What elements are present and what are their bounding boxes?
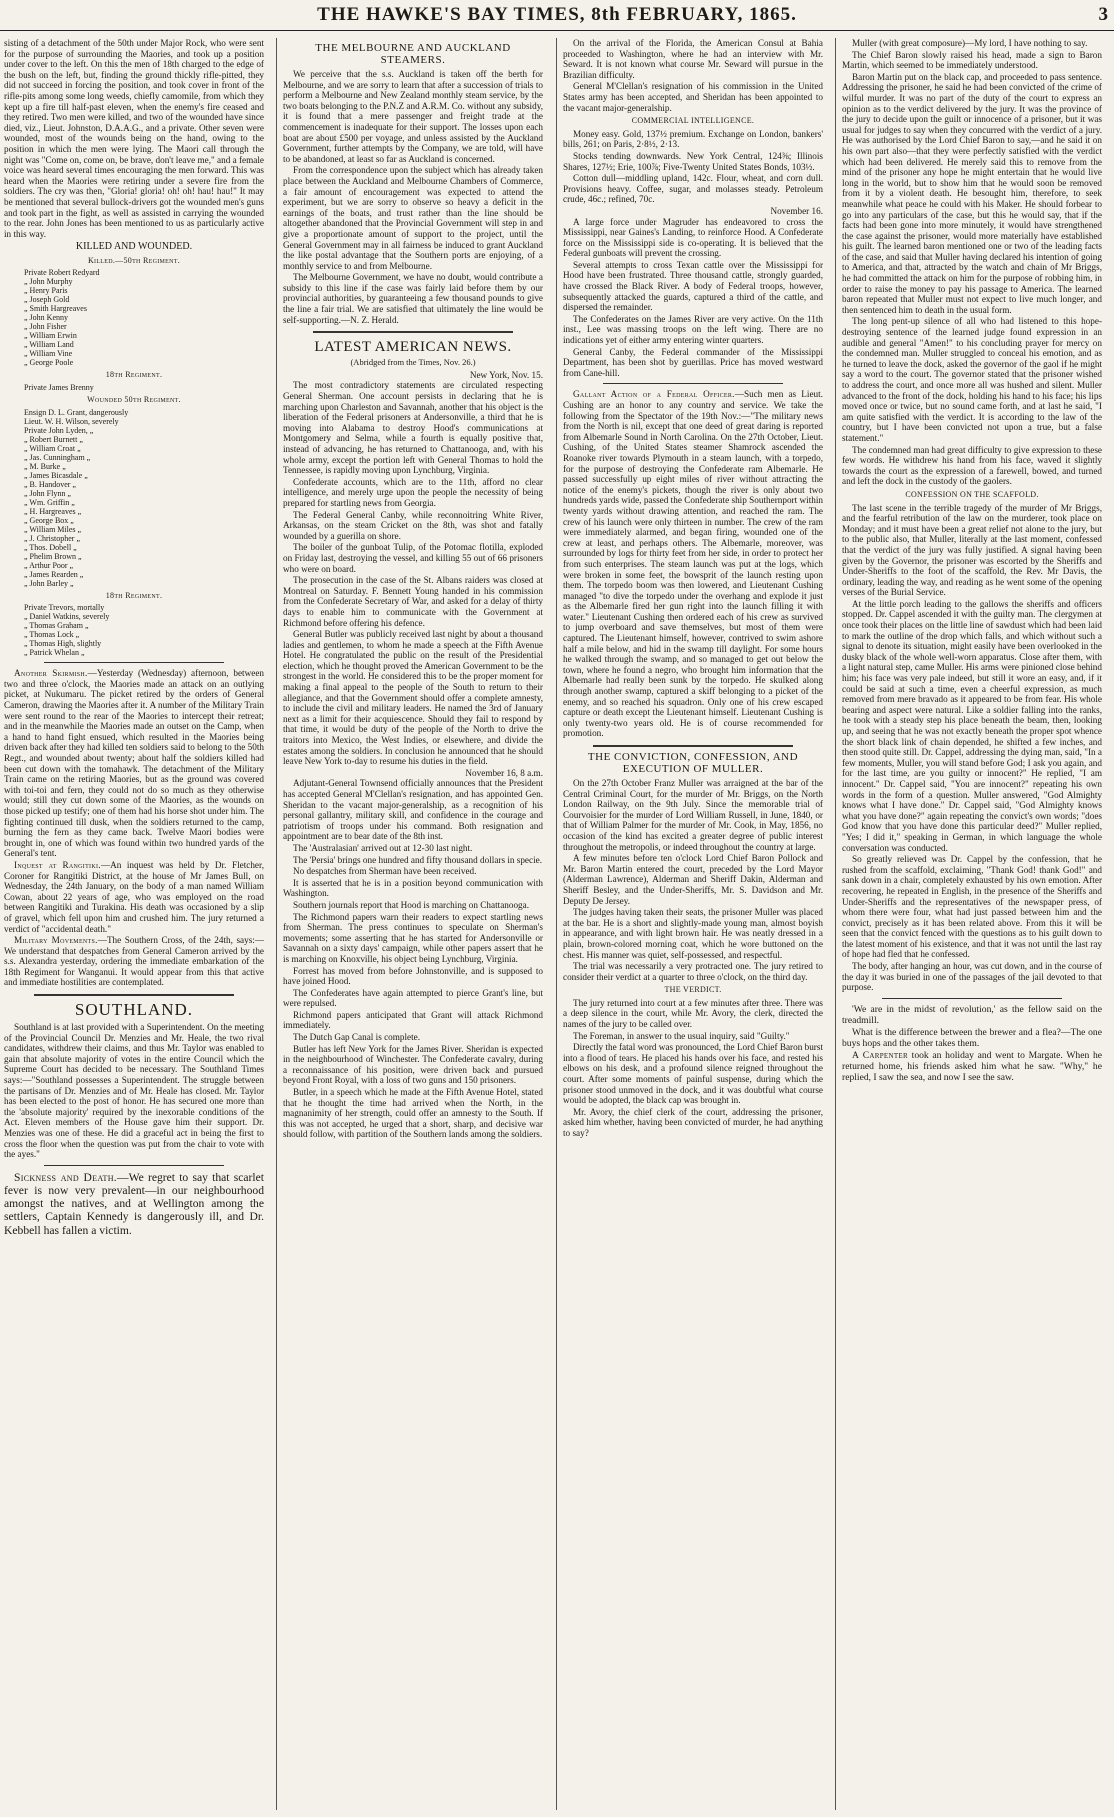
paragraph: We perceive that the s.s. Auckland is taken off the berth for Melbourne, and we are sorry to learn that after a succession of trials to perform a Melbourne and New Zealand monthly steam service, by the two boats belonging to the P.N.Z and A.R.M. Co. without any subsidy, it is found that a mere passenger and freight trade at the commencement is inadequate for their support. The losses upon each boat are about £500 per voyage, and unless assisted by the Auckland Government, further attempts by the Company, we are told, will have to be abandoned, at least so far as Auckland is concerned. bbox=[283, 69, 543, 164]
paragraph: General Butler was publicly received last night by about a thousand ladies and gentlemen, to whom he made a speech at the Fifth Avenue Hotel. He congratulated the public on the result of the Presidential election, which he thought proved the American Government to be the strongest in the world. He considered this to be the proper moment for making a final appeal to the people of the South to return to their allegiance, and that the Government should offer a complete amnesty, to include the civil and military leaders. He named the 3rd of January next as a limit for their acquiescence. Should they fail to respond by that time, it would be duty of the people of the North to drive the traitors into Mexico, the West Indies, or elsewhere, and divide the estates among the soldiers. In conclusion he announced that he should leave New York to-day to resume his duties in the field. bbox=[283, 629, 543, 767]
divider bbox=[593, 745, 793, 747]
paragraph-gallant bbox=[563, 389, 823, 739]
list-item: „ George Poole bbox=[24, 358, 74, 368]
paragraph: Directly the fatal word was pronounced, the Lord Chief Baron burst into a flood of tears. He placed his hands over his face, and rested his elbows on his desk, and a profound silence reigned throughout the court. After some moments of painful suspense, during which the prisoner stood unmoved in the dock, and it was doubtful what course would be adopted, the black cap was brought in. bbox=[563, 1042, 823, 1106]
news-paragraphs bbox=[563, 217, 823, 379]
list-item: „ James Rearden „ bbox=[24, 569, 84, 579]
quip: 'We are in the midst of revolution,' as the fellow said on the treadmill. bbox=[842, 1003, 1102, 1026]
body-text: —Such men as Lieut. Cushing are an honor to any country and service. We take the following from the Spectator of the 19th Nov.:—"The military news from the North is nil, except that one deed of great daring is reported from Albemarle Sound in North Carolina. On the 27th October, Lieut. Cushing, of the United States steamer Shamrock ascended the Roanoke river towards Plymouth in a steam launch, with a torpedo, for the purpose of destroying the Confederate ram Albemarle. He passed successfully up eight miles of river without attracting the notice of the enemy's pickets, though the river is only about two hundreds yards wide, passed the Confederate ship Southernport within twenty yards without drawing attention, and reached the ram. The crew of his launch were only thirteen in number. The crew of the ram were immediately alarmed, and began firing, wounded one of the crew at least, and perhaps others. The Albemarle, moreover, was surrounded by logs for thirty feet from her side, in order to protect her from such enterprises. The steam launch was put at the logs, which were broken in some feet, the bowsprit of the launch resting upon them. The torpedo boom was then lowered, and Lieutenant Cushing managed "to dive the torpedo under the overhang and explode it just as the Albemarle fired her gun right into the launch filling it with water." Lieutenant Cushing then ordered each of his crew as survived to jump overboard and save themselves, but most of them were captured. The Lieutenant himself, however, contrived to swim ashore half a mile below, and hid in the swamp till daylight. For some hours he walked through the swamp, and so managed to get out below the town, where he found a negro, who brought him information that the Albemarle had really been sunk by the torpedo. He skulked along through another swamp, captured a skiff belonging to a picket of the enemy, and so reached his squadron. Only one of his crew escaped capture or death except the Lieutenant himself. Lieutenant Cushing is only twenty-two years old. He is of course recommended for promotion. bbox=[563, 389, 823, 739]
divider bbox=[313, 331, 513, 333]
list-killed-50th bbox=[24, 268, 264, 367]
paragraph-southland: Southland is at last provided with a Superintendent. On the meeting of the Provincial Council Dr. Menzies and Mr. Heale, the two rival candidates, withdrew their claims, and thus Mr. Taylor was enabled to gain that absolute majority of votes in the entire Council which the Supreme Court has decided to be necessary. The Southland Times says:—"Southland possesses a Superintendent. The struggle between the partisans of Dr. Menzies and of Mr. Heale has closed. Mr. Taylor has been elected to the post of honor. He has secured one more than the 'absolute majority' required by the inexorable conditions of the Act. Eleven members of the House gave him their support. Dr. Menzies was one of these. He did a graceful act in being the first to cross the floor when the question was put from the chair to vote with the ayes." bbox=[4, 1022, 264, 1160]
list-item: „ M. Burke „ bbox=[24, 461, 66, 471]
column-rule bbox=[556, 38, 557, 1810]
article-continuation: sisting of a detachment of the 50th under Major Rock, who were sent for the purpose of surrounding the Maories, and took up a position under cover to the left. On this the men of 18th charged to the edge of the bush on the left, but, finding the ground thickly rifle-pitted, they did not succeed in forcing the position, and took cover in front of the rifle-pits among some long weeds, chiefly camomile, from which they kept up a fire till half-past eleven, when the enemy's fire ceased and they retired. Two men were killed, and two of the wounded have since died, viz., Lieut. Johnston, D.A.A.G., and a private. Other seven were wounded, most of the wounds being on the hand, owing to the position in which the men were lying. The Maori call through the night was "Come on, come on, be brave, don't leave me," and a female voice was heard several times encouraging the men forward. This was heard when the Maories were retiring under a severe fire from the soldiers. The cry was then, "Gloria! gloria! oh! oh! hau! hau!" It may be mentioned that several bullock-drivers got the wounded men's guns and took part in the fight, as well as assisted in carrying the wounded to the rear. John Jones has been mentioned to us as particularly active in this way. bbox=[4, 38, 264, 239]
paragraph: Confederate accounts, which are to the 11th, afford no clear intelligence, and merely urge upon the people the necessity of being prepared for startling news from Georgia. bbox=[283, 476, 543, 508]
subheading-18th: 18th Regiment. bbox=[105, 370, 163, 380]
news-paragraphs bbox=[283, 380, 543, 766]
paragraph: The 'Persia' brings one hundred and fifty thousand dollars in specie. bbox=[293, 854, 543, 865]
lead-in: Inquest at Rangitiki. bbox=[14, 859, 101, 870]
paragraph-carpenter bbox=[842, 1050, 1102, 1083]
body-text: —An inquest was held by Dr. Fletcher, Coroner for Rangitiki District, at the house of Mr James Bull, on Wednesday, the 24th January, on the body of a man named William Cowan, about 22 years of age, who was employed on the road between Rangitiki and Turakina. His death was occasioned by a slip of gravel, which fell upon him and crushed him. The jury returned a verdict of "accidental death." bbox=[4, 859, 264, 934]
paragraph-inquest bbox=[4, 860, 264, 934]
list-item: „ William Vine bbox=[24, 349, 73, 359]
list-item: „ John Fisher bbox=[24, 322, 67, 332]
column-rule bbox=[276, 38, 277, 1810]
list-item: Private Trevors, mortally bbox=[24, 603, 105, 613]
lead-in: A Carpenter bbox=[852, 1049, 908, 1061]
body-text: —Yesterday (Wednesday) afternoon, between two and three o'clock, the Maories made an attack on an outlying picket, at Nukumaru. The picket retired by the orders of General Cameron, drawing the Maories after it. A number of the Military Train were sent round to the rear of the Maories to intercept their retreat; and in the meanwhile the Maories made an outset on the Camp, when a hand to hand fight ensued, which resulted in the Maories being driven back after they had killed ten soldiers said to belong to the 50th Regt., and wounded about twenty; about half the soldiers killed had been cut down with the tomahawk. The detachment of the Military Train came on the retiring Maories, but as the ground was covered with toi-toi and fern, they could not do so much as they otherwise would; still they cut down some of the Maories, as the wounds on those picked up testify; one of them had his horse shot under him. The fighting continued till dusk, when the soldiers returned to the camp, burning the fern as they came back. Twelve Maori bodies were brought in, one of which was found within two hundred yards of the General's tent. bbox=[4, 668, 264, 859]
paragraph: A few minutes before ten o'clock Lord Chief Baron Pollock and Mr. Baron Martin entered the court, preceded by the Lord Mayor (Alderman Lawrence), Alderman and Sheriff Dakin, Alderman and Sheriff Besley, and the Under-Sheriffs, Mr. S. Davidson and Mr. Deputy De Jersey. bbox=[563, 853, 823, 906]
paragraph: Money easy. Gold, 137½ premium. Exchange on London, bankers' bills, 261; on Paris, 2·8½, 2·13. bbox=[563, 128, 823, 150]
muller-paragraphs bbox=[563, 778, 823, 982]
list-item: „ Robert Burnett „ bbox=[24, 434, 83, 444]
list-item: „ William Miles „ bbox=[24, 524, 82, 534]
paragraph: Butler has left New York for the James River. Sheridan is expected in the neighbourhood of Winchester. The Confederate cavalry, during a reconnaissance of his position, were driven back and pursued beyond Front Royal, with a loss of two guns and 150 prisoners. bbox=[283, 1043, 543, 1086]
lead-in: Sickness and Death. bbox=[14, 1170, 117, 1184]
divider bbox=[882, 998, 1062, 999]
paragraph: Stocks tending downwards. New York Central, 124⅜; Illinois Shares, 127½; Erie, 100⅞; Five-Twenty United States Bonds, 103½. bbox=[563, 150, 823, 172]
paragraph: The long pent-up silence of all who had listened to this hope-destroying sentence of the learned judge found expression in an audible and general "Amen!" to his concluding prayer for mercy on the condemned man. Muller struggled to conceal his emotion, and as he turned to leave the dock, asked the governor of the gaol if he might say a word to the court. The governor stated that the prisoner wished to address the court, and once more all was hushed and silent. Muller advanced to the front of the dock, holding his hand to his face; his lips moved once or twice, but no sound came forth, and at last he said, "I am quite satisfied with the verdict. It is according to the law of the country, but I have been convicted not upon a true, but a false statement." bbox=[842, 316, 1102, 443]
paragraph: Mr. Avory, the chief clerk of the court, addressing the prisoner, asked him whether, having been convicted of murder, he had anything to say? bbox=[563, 1106, 823, 1138]
body-text: —We regret to say that scarlet fever is now very prevalent—in our neighbourhood amongst the natives, and at Wellington among the settlers, Captain Kennedy is dangerously ill, and Dr. Kebbell has fallen a victim. bbox=[4, 1170, 264, 1237]
paragraph: Richmond papers anticipated that Grant will attack Richmond immediately. bbox=[283, 1009, 543, 1031]
subheading-wounded: Wounded 50th Regiment. bbox=[87, 395, 181, 405]
body-text: —The Southern Cross, of the 24th, says:—We understand that despatches from General Cameron arrived by the s.s. Alexandra yesterday, ordering the immediate embarkation of the 18th Regiment for Wanganui. It would appear from this that active and immediate hostilities are contemplated. bbox=[4, 935, 264, 988]
paragraph: The trial was necessarily a very protracted one. The jury retired to consider their verdict at a quarter to three o'clock, on the third day. bbox=[563, 961, 823, 982]
masthead-title: THE HAWKE'S BAY TIMES, 8th FEBRUARY, 1865. bbox=[317, 4, 797, 25]
paragraph: The 'Australasian' arrived out at 12-30 last night. bbox=[293, 842, 473, 853]
abridged-note: (Abridged from the Times, Nov. 26.) bbox=[350, 357, 476, 368]
paragraph: Cotton dull—middling upland, 142c. Flour, wheat, and corn dull. Provisions heavy. Coffee, sugar, and molasses steady. Petroleum crude, 46c.; refined, 70c. bbox=[563, 173, 823, 205]
paragraph: The body, after hanging an hour, was cut down, and in the course of the day it was buried in one of the passages of the jail devoted to that purpose. bbox=[842, 961, 1102, 993]
subheading-18th-wounded: 18th Regiment. bbox=[105, 590, 163, 600]
heading-southland: SOUTHLAND. bbox=[74, 1000, 194, 1020]
paragraph: The boiler of the gunboat Tulip, of the Potomac flotilla, exploded on Friday last, destroying the vessel, and killing 55 out of 66 prisoners who were on board. bbox=[283, 542, 543, 574]
list-item: Private John Lyden, „ bbox=[24, 425, 94, 435]
paragraph: Butler, in a speech which he made at the Fifth Avenue Hotel, stated that he thought the time had arrived when the North, in the magnanimity of her strength, could offer an amnesty to the South. If this was not accepted, he urged that a short, sharp, and decisive war should follow, with partition of the Southern lands among the soldiers. bbox=[283, 1087, 543, 1140]
paragraph: The Foreman, in answer to the usual inquiry, said "Guilty." bbox=[573, 1030, 790, 1041]
list-item: „ William Croat „ bbox=[24, 443, 81, 453]
column-3 bbox=[563, 38, 823, 1810]
paragraph: So greatly relieved was Dr. Cappel by the confession, that he rushed from the scaffold, exclaiming, "Thank God! thank God!" and sank down in a chair, completely exhausted by his own emotion. After recovering, he repeated in English, in the presence of the Sheriffs and Under-Sheriffs and the representatives of the newspaper press, of whom there were four, what had just passed between him and the convict, precisely as it has been related above. From this it will be seen that the convict fenced with the questions as to his guilt down to the latest moment of his existence, and that it was not until the last ray of hope had fled that he confessed. bbox=[842, 854, 1102, 960]
column-4 bbox=[842, 38, 1102, 1810]
dateline: New York, Nov. 15. bbox=[469, 369, 543, 380]
paragraph: Muller (with great composure)—My lord, I have nothing to say. bbox=[852, 38, 1088, 48]
list-item: „ William Land bbox=[24, 340, 74, 350]
column-2 bbox=[283, 38, 543, 1810]
list-item: „ H. Hargreaves „ bbox=[24, 506, 82, 516]
heading-american-news: LATEST AMERICAN NEWS. bbox=[314, 339, 512, 356]
list-item: „ Thomas Graham „ bbox=[24, 621, 89, 631]
lead-in: Military Movements. bbox=[14, 935, 98, 946]
list-item: „ Arthur Poor „ bbox=[24, 560, 74, 570]
lead-in: Another Skirmish. bbox=[14, 668, 88, 679]
list-item: „ George Box „ bbox=[24, 515, 74, 525]
column-rule bbox=[835, 38, 836, 1810]
paragraph: The Dutch Gap Canal is complete. bbox=[293, 1032, 421, 1043]
paragraph: No despatches from Sherman have been received. bbox=[293, 866, 477, 877]
list-item: „ J. Christopher „ bbox=[24, 533, 80, 543]
list-wounded-50th bbox=[24, 408, 264, 588]
paragraph: On the 27th October Franz Muller was arraigned at the bar of the Central Criminal Court, for the murder of Mr. Briggs, on the North London Railway, on the 9th July. Since the memorable trial of Courvoisier for the murder of Lord William Russell, in June, 1840, or that of William Palmer for the murder of Mr. Cook, in May, 1856, no occasion of the kind has excited a greater degree of public interest throughout the metropolis, or indeed throughout the country at large. bbox=[563, 778, 823, 852]
list-item: „ Jas. Cunningham „ bbox=[24, 452, 91, 462]
paragraph: It is asserted that he is in a position beyond communication with Washington. bbox=[283, 877, 543, 899]
masthead bbox=[0, 0, 1114, 31]
list-item: „ Wm. Griffin „ bbox=[24, 497, 75, 507]
paragraph: From the correspondence upon the subject which has already taken place between the Auckland and Melbourne Chambers of Commerce, a fair amount of encouragement was expected to attend the experiment, but we are sorry to observe so heavy a deficit in the earnings of the boats, and trust rather than the line should be altogether abandoned that the Provincial Government will step in and give a proportionate amount of support to the project, until the General Government may in all fairness be induced to grant Auckland the like postal advantage that the Southern ports are enjoying, of a monthly service to and from Melbourne. bbox=[283, 165, 543, 271]
paragraph: The Confederates have again attempted to pierce Grant's line, but were repulsed. bbox=[283, 987, 543, 1009]
scaffold-paragraphs bbox=[842, 503, 1102, 993]
paragraph: Forrest has moved from before Johnstonville, and is supposed to have joined Hood. bbox=[283, 965, 543, 987]
column-1 bbox=[4, 38, 264, 1810]
paragraph: The Melbourne Government, we have no doubt, would contribute a subsidy to this line if the case was fairly laid before them by our provincial authorities, by guaranteeing a few thousand pounds to give the line a fair trial. We are satisfied that ultimately the line would be self-supporting.—N. Z. Herald. bbox=[283, 272, 543, 325]
heading-commercial: COMMERCIAL INTELLIGENCE. bbox=[631, 116, 755, 126]
commercial-paragraphs bbox=[563, 129, 823, 205]
paragraph-sickness bbox=[4, 1171, 264, 1237]
list-item: Private Robert Redyard bbox=[24, 268, 100, 278]
verdict-paragraphs bbox=[563, 998, 823, 1139]
list-item: „ Thomas High, slightly bbox=[24, 639, 102, 649]
paragraph: The jury returned into court at a few minutes after three. There was a deep silence in the court, while Mr. Avory, the clerk, directed the names of the jury to be called over. bbox=[563, 997, 823, 1030]
paragraph: Baron Martin put on the black cap, and proceeded to pass sentence. Addressing the prisoner, he said he had been convicted of the crime of wilful murder. It was no part of the duty of the court to express an opinion as to the verdict delivered by the jury. It was the province of the jury to decide upon the guilt or innocence of a prisoner, but it was usual for judges to say when they concurred with the verdict of a jury. He was authorised by the Lord Chief Baron to say,—and he said it on his own part also—that they were perfectly satisfied with the verdict which had been delivered. He merely said this to remove from the mind of the prisoner any hope he might entertain that he would live long in the world, but to show him that he would soon be removed from it by a violent death. He besought him, therefore, to seek meanwhile what peace he could with his Maker. He should forbear to go into any particulars of the case, but this he would say, that if the facts had been gone into more minutely, it would have strengthened the case against the prisoner, would more materially have established his guilt. The learned baron mentioned one or two of the leading facts of the case, and said that Muller having declared his intention of going to America, and that, attracted by the watch and chain of Mr Briggs, he had committed the attack on him for the purpose of robbing him, in order to raise the money to pay his passage to America. The learned baron repeated that Muller must not expect to live much longer, and then sentenced him to death in the usual form. bbox=[842, 71, 1102, 315]
divider bbox=[44, 662, 224, 663]
paragraph: General M'Clellan's resignation of his commission in the United States army has been accepted, and Sheridan has been appointed to the vacant major-generalship. bbox=[563, 81, 823, 113]
divider bbox=[34, 994, 234, 996]
list-item: „ Joseph Gold bbox=[24, 295, 70, 305]
list-item: „ Patrick Whelan „ bbox=[24, 648, 85, 658]
paragraph: Southern journals report that Hood is marching on Chattanooga. bbox=[293, 899, 530, 910]
paragraph: General Canby, the Federal commander of the Mississippi Department, has been shot by guerillas. Price has moved westward from Cane-hill. bbox=[563, 346, 823, 378]
divider bbox=[44, 1165, 224, 1166]
paragraph-military bbox=[4, 935, 264, 988]
heading-muller: THE CONVICTION, CONFESSION, AND EXECUTION OF MULLER. bbox=[587, 751, 799, 775]
paragraph: The last scene in the terrible tragedy of the murder of Mr Briggs, and the fearful retribution of the law on the murderer, took place on Monday; and it must have been a great relief not alone to the jury, but to the public also, that Muller, literally at the last moment, confessed that the verdict of the jury was fully justified. A signal having been given by the Governor, the prisoner was escorted by the Sheriffs and Under-Sheriffs to the foot of the scaffold, the Rev. Mr Davis, the ordinary, leading the way, and reading as he went some of the opening verses of the Burial Service. bbox=[842, 502, 1102, 598]
body-text: took an holiday and went to Margate. When he returned home, his friends asked him what he saw. "Why," he replied, I saw the sea, and now I see the saw. bbox=[842, 1049, 1102, 1083]
paragraph: The most contradictory statements are circulated respecting General Sherman. One account persists in declaring that he is marching upon Charleston and Savannah, another that his object is the liberation of the Federal prisoners at Andersonville, a third that he is moving into Alabama to destroy Hood's communications at Montgomery and Selma, while a fourth is equally positive that, instead of advancing, he has returned to Chattanooga, and, with his whole army, except the portion left with General Thomas to hold the Tennessee, is rapidly moving upon Lynchburg, Virginia. bbox=[283, 380, 543, 476]
sentence-paragraphs bbox=[842, 38, 1102, 487]
list-item: „ John Kenny bbox=[24, 313, 68, 323]
page-number: 3 bbox=[1098, 4, 1108, 25]
paragraph: The prosecution in the case of the St. Albans raiders was closed at Montreal on Saturday. F. Bennett Young handed in his commission from the Confederate Secretary of War, and asked for a delay of thirty days to enable him to communicate with the Government at Richmond before offering his defence. bbox=[283, 575, 543, 628]
list-item: Ensign D. L. Grant, dangerously bbox=[24, 407, 129, 417]
list-item: „ Thomas Lock „ bbox=[24, 630, 80, 640]
list-item: „ John Barley „ bbox=[24, 578, 74, 588]
heading-verdict: THE VERDICT. bbox=[664, 985, 722, 995]
news-paragraphs bbox=[283, 778, 543, 1140]
paragraph: Several attempts to cross Texan cattle over the Mississippi for Hood have been frustrated. Three thousand cattle, strongly guarded, have crossed the Black River. A body of Federal troops, however, subsequently attacked the guards, captured a third of the cattle, and dispersed the remainder. bbox=[563, 259, 823, 313]
paragraph: A large force under Magruder has endeavored to cross the Mississippi, near Gaines's Landing, to reinforce Hood. A Confederate force on the Mississippi side is co-operating. It is believed that the Federal gunboats will prevent the crossing. bbox=[563, 216, 823, 259]
paragraph: The Chief Baron slowly raised his head, made a sign to Baron Martin, which seemed to be immediately understood. bbox=[842, 49, 1102, 71]
lead-in: Gallant Action of a Federal Officer. bbox=[573, 389, 735, 400]
heading-killed-wounded: KILLED AND WOUNDED. bbox=[75, 241, 193, 253]
heading-scaffold: CONFESSION ON THE SCAFFOLD. bbox=[905, 489, 1039, 499]
list-item: Private James Brenny bbox=[24, 383, 94, 393]
list-item: „ Smith Hargreaves bbox=[24, 304, 87, 314]
list-wounded-18th bbox=[24, 603, 264, 657]
paragraph: The Richmond papers warn their readers to expect startling news from Sherman. The press continues to speculate on Sherman's movements; some asserting that he has started for Andersonville or Savannah on a sixty days' campaign, while other papers assert that he is marching on Knoxville, his object being Lynchburg, Virginia. bbox=[283, 911, 543, 964]
list-item: „ Phelim Brown „ bbox=[24, 551, 82, 561]
list-item: „ Henry Paris bbox=[24, 286, 68, 296]
quip: What is the difference between the brewer and a flea?—The one buys hops and the other takes them. bbox=[842, 1026, 1102, 1049]
paragraph-skirmish bbox=[4, 668, 264, 859]
paragraph: Adjutant-General Townsend officially announces that the President has accepted General M'Clellan's resignation, and has appointed Gen. Sheridan to the vacant major-generalship, as a recognition of his personal gallantry, military skill, and confidence in the courage and patriotism of troops under his command. Both resignation and appointment are to bear date of the 8th inst. bbox=[283, 778, 543, 842]
paragraph: The Federal General Canby, while reconnoitring White River, Arkansas, on the steam Cricket on the 8th, was shot and fatally wounded by a guerilla on shore. bbox=[283, 509, 543, 541]
list-item: „ James Bicasdale „ bbox=[24, 470, 88, 480]
paragraph: The judges having taken their seats, the prisoner Muller was placed at the bar. He is a short and slightly-made young man, almost boyish in appearance, and with light brown hair. He was neatly dressed in a plain, brown-colored morning coat, which he wore buttoned on the chest. His manner was quiet, self-possessed, and respectful. bbox=[563, 907, 823, 960]
list-item: „ Daniel Watkins, severely bbox=[24, 612, 110, 622]
paragraph: At the little porch leading to the gallows the sheriffs and officers stopped. Dr. Cappel ascended it with the guilty man. The clergymen at once took their places on the little line of sawdust which had been laid to mark the outline of the drop which falls, and which without such a signal to denote its situation, might easily have been overlooked in the dusky black of the whole well-worn apparatus. Close after them, with a light natural step, came Muller. His arms were pinioned close behind him; his face was very pale indeed, but still it wore an easy, and, if it could be said at such a time, even a cheerful expression, as much removed from mere bravado as it appeared to be from fear. His whole bearing and aspect were natural. Like a soldier falling into the ranks, he took with a steady step his place beneath the beam, then, looking up, and seeing that he was not exactly beneath the proper spot whence the short black link of chain depended, he shifted a few inches, and then stood quite still. Dr. Cappel, addressing the dying man, said, "In a few moments, Muller, you will stand before God; I ask you again, and for the last time, are you guilty or innocent?" He replied, "I am innocent." Dr. Cappel said, "You are innocent?" repeating his own words in the form of a question. Muller answered, "God Almighty knows what I have done." Dr. Cappel said, "God Almighty knows what you have done?" again repeating the convict's own words; "does God know that you have done this particular deed?" Muller replied, "Yes; I did it," speaking in German, in which language the whole conversation was conducted. bbox=[842, 598, 1102, 853]
list-item: „ Thos. Dobell „ bbox=[24, 542, 77, 552]
dateline: November 16. bbox=[770, 205, 823, 216]
subheading-killed: Killed.—50th Regiment. bbox=[87, 255, 181, 265]
paragraph: On the arrival of the Florida, the American Consul at Bahia proceeded to Washington, where he had an interview with Mr. Seward. It is not known what course Mr. Seward will pursue in the Brazilian difficulty. bbox=[563, 38, 823, 80]
list-item: „ John Flynn „ bbox=[24, 488, 71, 498]
list-item: „ John Murphy bbox=[24, 277, 73, 287]
list-item: „ B. Handover „ bbox=[24, 479, 76, 489]
paragraph: The Confederates on the James River are very active. On the 11th inst., Lee was massing troops on the left wing. There are no indications yet of either army entering winter quarters. bbox=[563, 313, 823, 346]
list-item: „ William Erwin bbox=[24, 331, 77, 341]
paragraph: The condemned man had great difficulty to give expression to these few words. He withdrew his hand from his face, waved it slightly towards the court as the expression of a farewell, bowed, and turned and left the dock in the custody of the gaolers. bbox=[842, 444, 1102, 487]
divider bbox=[603, 383, 783, 384]
dateline: November 16, 8 a.m. bbox=[465, 767, 543, 778]
list-killed-18th bbox=[24, 383, 264, 392]
list-item: Lieut. W. H. Wilson, severely bbox=[24, 416, 119, 426]
heading-steamers: THE MELBOURNE AND AUCKLAND STEAMERS. bbox=[315, 42, 511, 66]
